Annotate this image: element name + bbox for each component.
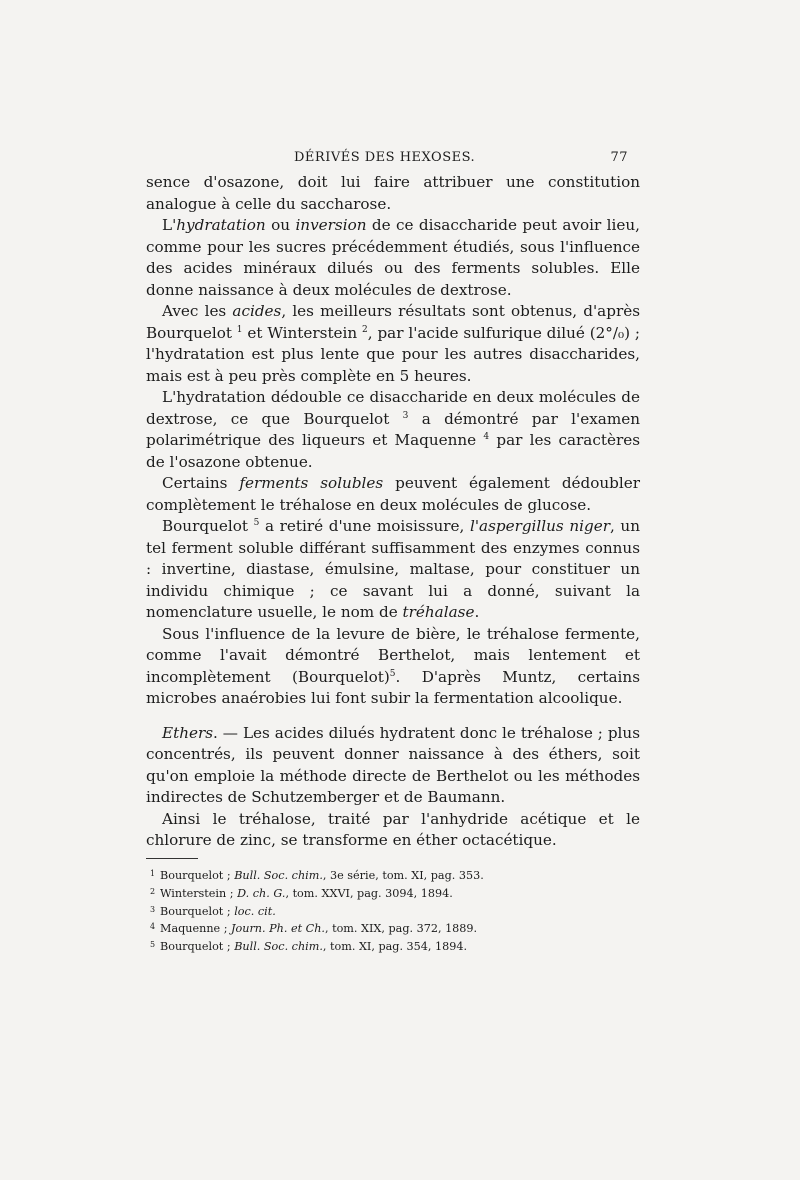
- term-inversion: inversion: [295, 216, 367, 234]
- term-trehalase: tréhalase: [402, 603, 475, 621]
- body-text: [146, 172, 640, 852]
- footnotes: [146, 858, 640, 956]
- footnote-2: 2 Winterstein ; D. ch. G., tom. XXVI, pag. 3094, 1894.: [150, 886, 453, 900]
- paragraph-continuation: sence d'osazone, doit lui faire attribuer une constitution analogue à celle du saccharose.: [146, 173, 640, 213]
- footnote-ref: 5: [389, 668, 396, 679]
- paragraph-ferments: Certains ferments solubles peuvent également dédoubler complètement le tréhalose en deux molécules de glucose.: [146, 474, 640, 514]
- footnote-ref: 2: [362, 324, 368, 335]
- footnote-ref: 4: [483, 431, 490, 442]
- footnote-ref: 1: [236, 324, 243, 335]
- paragraph-ethers: Ethers. — Les acides dilués hydratent donc le tréhalose ; plus concentrés, ils peuvent donner naissance à des éthers, soit qu'on emploie la méthode directe de Berthelot ou les méthodes indirectes de Schutzemberger et de Baumann.: [146, 723, 640, 806]
- footnote-5: 5 Bourquelot ; Bull. Soc. chim., tom. XI, pag. 354, 1894.: [150, 940, 468, 954]
- paragraph-octacetique: Ainsi le tréhalose, traité par l'anhydride acétique et le chlorure de zinc, se transforme en éther octacétique.: [146, 809, 640, 849]
- page-number: 77: [610, 150, 628, 165]
- footnote-3: 3 Bourquelot ; loc. cit.: [150, 904, 276, 918]
- running-title: DÉRIVÉS DES HEXOSES.: [294, 150, 476, 165]
- term-acides: acides: [232, 302, 282, 320]
- paragraph-acides: Avec les acides, les meilleurs résultats sont obtenus, d'après Bourquelot $^1$ et Winterstein $^2$, par l'acide sulfurique dilué (2°/₀) ; l'hydratation est plus lente que pour les autres disaccharides, mais est à peu près complète en 5 heures.: [146, 302, 640, 385]
- term-hydratation: hydratation: [176, 216, 266, 234]
- footnote-ref: 5: [253, 517, 260, 528]
- term-ethers: Ethers: [162, 723, 214, 742]
- paragraph-hydratation: L'hydratation ou inversion de ce disaccharide peut avoir lieu, comme pour les sucres précédemment étudiés, sous l'influence des acides minéraux dilués ou des ferments solubles. Elle donne naissance à deux molécules de dextrose.: [146, 216, 640, 299]
- paragraph-dedoublement: L'hydratation dédouble ce disaccharide en deux molécules de dextrose, ce que Bourquelot $^3$ a démontré par l'examen polarimétrique des liqueurs et Maquenne $^4$ par les caractères de l'osazone obtenue.: [146, 388, 640, 471]
- paragraph-levure: Sous l'influence de la levure de bière, le tréhalose fermente, comme l'avait démontré Berthelot, mais lentement et incomplètement (Bourquelot)$^5$. D'après Muntz, certains microbes anaérobies lui font subir la fermentation alcoolique.: [146, 624, 640, 707]
- footnote-1: 1 Bourquelot ; Bull. Soc. chim., 3e série, tom. XI, pag. 353.: [150, 869, 484, 882]
- footnote-4: 4 Maquenne ; Journ. Ph. et Ch., tom. XIX, pag. 372, 1889.: [150, 922, 478, 936]
- footnote-ref: 3: [402, 410, 409, 421]
- term-aspergillus: l'aspergillus niger: [469, 517, 610, 535]
- paragraph-trehalase: Bourquelot $^5$ a retiré d'une moisissure, l'aspergillus niger, un tel ferment soluble différant suffisamment des enzymes connus : invertine, diastase, émulsine, maltase, pour constituer un individu chimique ; ce savant lui a donné, suivant la nomenclature usuelle, le nom de tréhalase.: [146, 517, 640, 621]
- term-ferments-solubles: ferments solubles: [239, 474, 384, 492]
- footnote-divider: [146, 858, 198, 859]
